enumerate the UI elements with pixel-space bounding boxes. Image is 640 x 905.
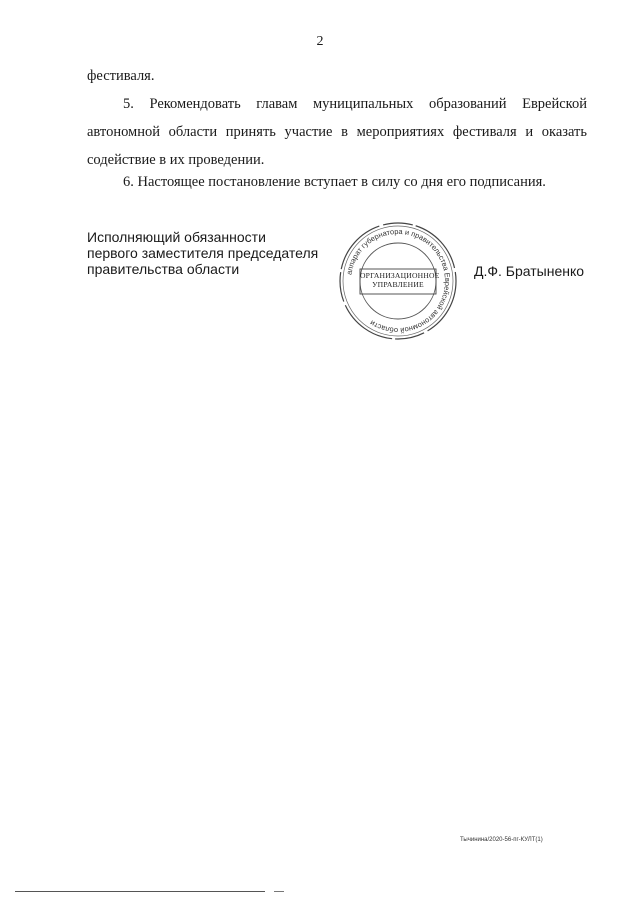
stamp-center-line-1: ОРГАНИЗАЦИОННОЕ <box>360 271 440 280</box>
footer-document-code: Тычинина/2020-56-пг-КУЛТ(1) <box>460 837 543 843</box>
signer-title-line-2: первого заместителя председателя <box>87 245 319 261</box>
signer-title <box>87 229 327 277</box>
bottom-divider-dash <box>274 891 284 892</box>
paragraph-item-5: 5. Рекомендовать главам муниципальных образований Еврейской автономной области принять участие в мероприятиях фестиваля и оказать содействие в их проведении. <box>87 96 587 168</box>
paragraph-continuation: фестиваля. <box>87 68 155 84</box>
signer-title-line-3: правительства области <box>87 261 240 277</box>
bottom-divider <box>15 891 265 892</box>
stamp-ring-text: аппарат губернатора и правительства Еврейской автономной области <box>344 226 453 336</box>
stamp-center-line-2: УПРАВЛЕНИЕ <box>372 280 424 289</box>
signer-name: Д.Ф. Братыненко <box>474 263 585 279</box>
signer-title-line-1: Исполняющий обязанности <box>87 229 266 245</box>
stamp-center-text <box>360 271 440 293</box>
official-stamp <box>336 219 460 343</box>
page-number: 2 <box>316 34 324 49</box>
paragraph-item-6: 6. Настоящее постановление вступает в силу со дня его подписания. <box>123 174 546 190</box>
